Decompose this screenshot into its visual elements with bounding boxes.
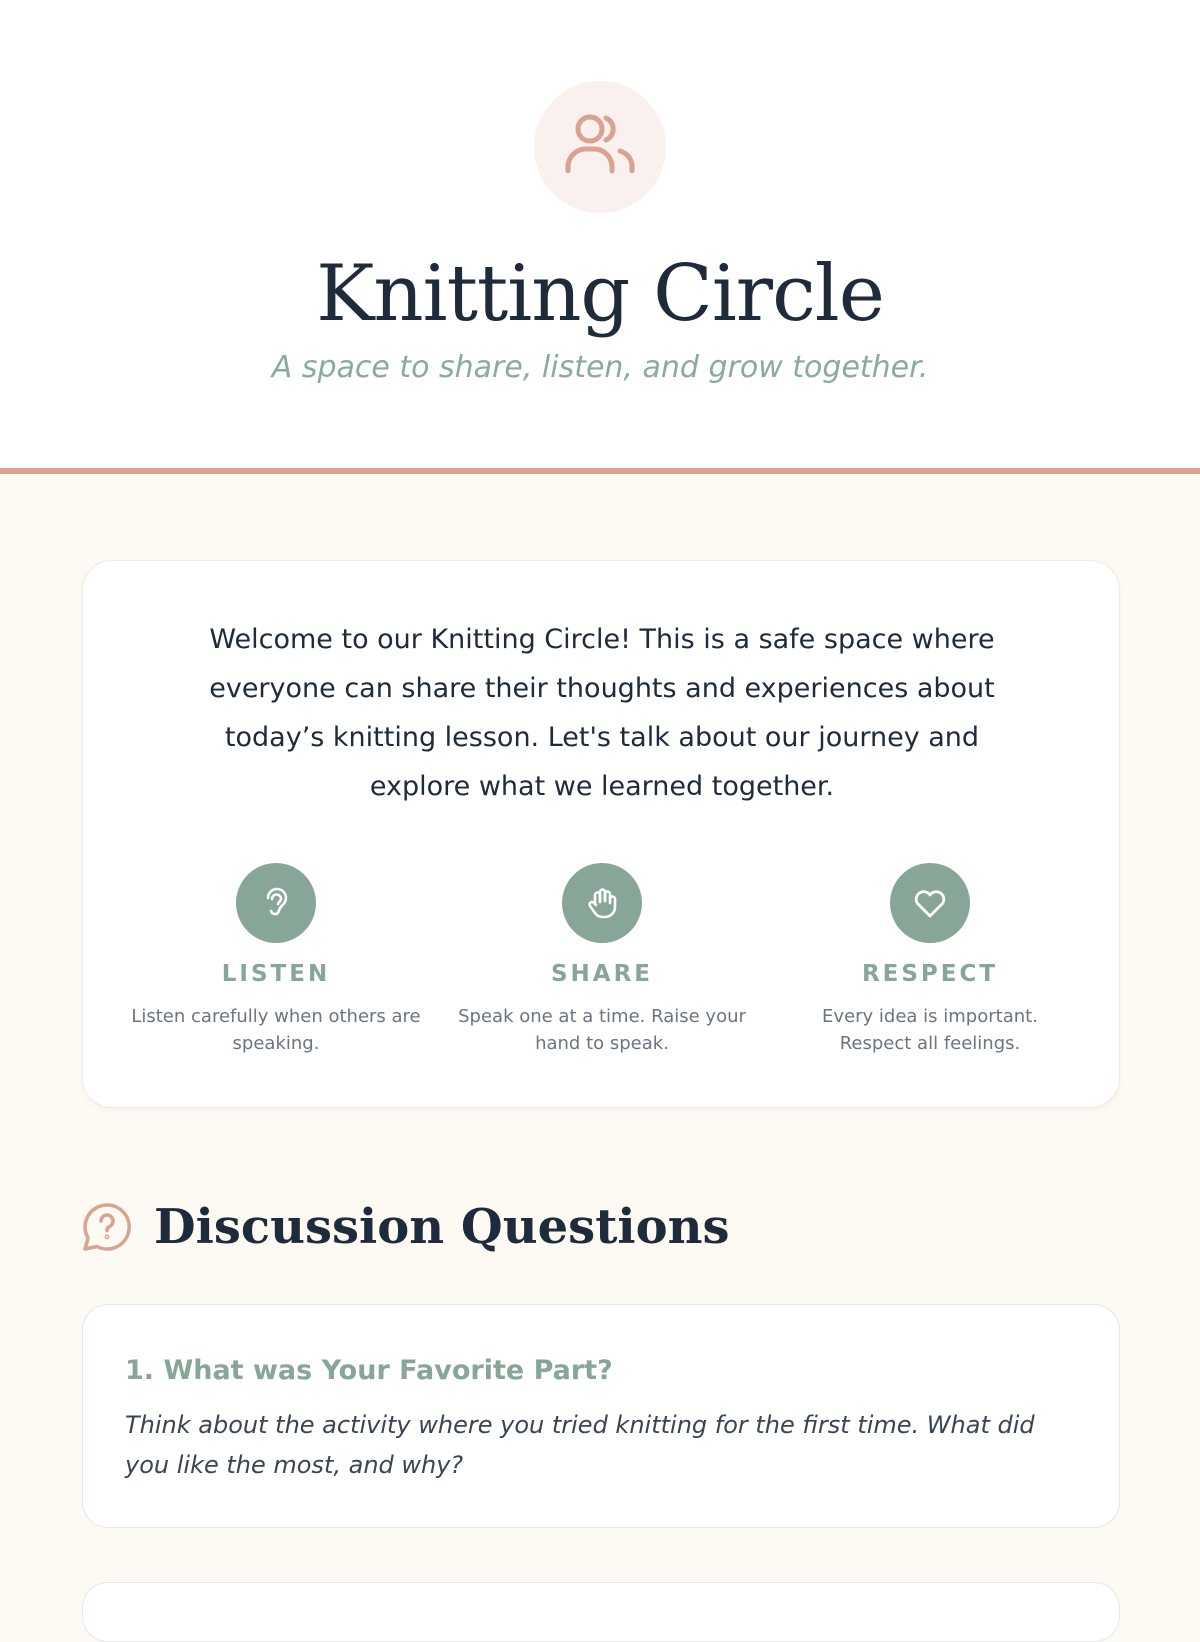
hand-icon: [582, 883, 622, 923]
rule-respect: [785, 863, 1075, 1057]
rule-description: Every idea is important. Respect all feelings.: [822, 1006, 1038, 1054]
page-title: Knitting Circle: [316, 249, 884, 339]
page-header: [0, 0, 1200, 474]
rule-title: SHARE: [550, 961, 654, 987]
logo-badge: [534, 81, 666, 213]
welcome-card: [82, 560, 1120, 1108]
discussion-title: Discussion Questions: [154, 1199, 730, 1255]
welcome-text: Welcome to our Knitting Circle! This is a safe space where everyone can share their thoughts and experiences about today’s knitting lesson. Let's talk about our journey and explore what we learned together.: [209, 624, 995, 802]
heart-icon: [910, 883, 950, 923]
rule-icon-circle: [236, 863, 316, 943]
rule-icon-circle: [562, 863, 642, 943]
question-bubble-icon: [82, 1202, 132, 1252]
rule-icon-circle: [890, 863, 970, 943]
question-text: Think about the activity where you tried knitting for the first time. What did you like the most, and why?: [125, 1411, 1035, 1479]
rule-description: Listen carefully when others are speaking.: [131, 1006, 421, 1054]
discussion-heading: [82, 1192, 730, 1262]
question-card: [82, 1304, 1120, 1528]
page-subtitle: A space to share, listen, and grow together.: [271, 350, 929, 385]
question-title: 1. What was Your Favorite Part?: [125, 1355, 613, 1386]
rule-title: RESPECT: [861, 961, 999, 987]
rule-title: LISTEN: [221, 961, 331, 987]
rule-listen: [131, 863, 421, 1057]
users-icon: [560, 107, 640, 187]
rule-description: Speak one at a time. Raise your hand to speak.: [458, 1006, 746, 1054]
rule-share: [457, 863, 747, 1057]
ear-icon: [257, 884, 295, 922]
question-card-next: [82, 1582, 1120, 1642]
